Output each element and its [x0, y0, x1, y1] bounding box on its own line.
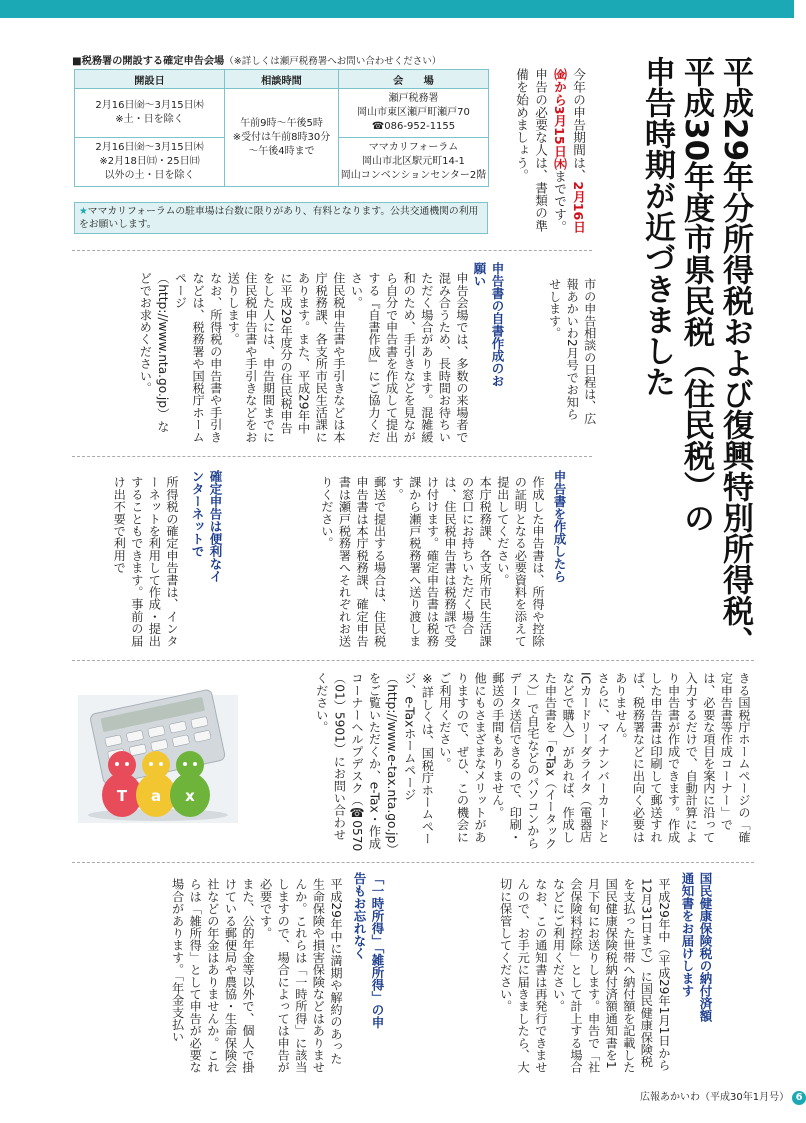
section-divider-3 [72, 660, 754, 661]
top-color-bar [0, 0, 794, 18]
heading-after-prepare: 申告書を作成したら [552, 470, 567, 583]
venue2-cell: ママカリフォーラム 岡山市北区駅元町14-1 岡山コンベンションセンター2階 [339, 138, 489, 187]
after-prepare-text: 作成した申告書は、所得や控除の証明となる必要資料を添えて提出してください。 本庁税務課、各支所市民生活課の窓口にお持ちいただく場合は、住民税申告書は税務課で受け付けます。確定申告書は税務課から瀬戸税務署へ送り渡します。 郵送で提出する場合は、住民税申告書は本庁税務課、確定申告書は瀬戸税務署へそれぞれお送りください。 [319, 476, 545, 647]
page-footer [640, 1088, 806, 1105]
health-insurance-text: 平成29年中（平成29年1月1日から12月31日まで）に国民健康保険税を支払った世帯へ納付額を記載した国民健康保険税納付済額通知書を1月下旬にお送りします。申告で「社会保険料控除」として計上する場合などにご利用ください。 なお、この通知書は再発行できませんので、お手元に届きましたら、大切に保管してください。 [498, 878, 671, 1074]
page-number: 6 [792, 1091, 806, 1105]
venue1-cell: 瀬戸税務署 岡山市東区瀬戸町瀬戸70 ☎086-952-1155 [339, 89, 489, 138]
internet-text: 所得税の確定申告書は、インターネットを利用して作成・提出することもできます。事前の届け出不要で利用で [112, 476, 179, 647]
section-divider-1 [72, 250, 592, 251]
figure-letter-x: x [185, 787, 195, 805]
etax-text: きる国税庁ホームページの「確定申告書等作成コーナー」では、必要な項目を案内に沿って入力するだけで、自動計算により申告書が作成できます。作成した申告書は印刷して郵送すれば、税務署などに出向く必要はありません。 さらに、マイナンバーカードとICカードリーダライタ（電器店などで購入）があれば、作成した申告書を「e-Tax（イータックス）」で自宅などのパソコンからデータ送信できるので、印刷・郵送の手間もありません。 他にもさまざまなメリットがありますので、ぜひ、この機会にご利用ください。 ※詳しくは、国税庁ホームページ、e-Taxホームページ（http://www.e-tax.nta.go.jp）をご覧いただくか、e-Tax・作成コーナーヘルプデスク（☎0570（01）5901）にお問い合わせください。 [314, 672, 751, 852]
self-prepare-text: 申告会場では、多数の来場者で混み合うため、長時間お待ちいただく場合があります。混雑緩和のため、手引きなどを見ながら自分で申告書を作成して提出する『自書作成』にご協力ください。 住民税申告書や手引きなどは本庁税務課、各支所市民生活課にあります。また、平成29年中に平成29年度分の住民税申告をした人には、申告期間までに住民税申告書や手引きなどをお送りします。 なお、所得税の申告書や手引きなどは、税務署や国税庁ホームページ（http://www.nta.go.jp）などでお求めください。 [138, 272, 469, 443]
lead-paragraph: 今年の申告期間は、2月16日㈮から3月15日㈭までです。申告の必要な人は、書類の準備を始めましょう。 [514, 68, 586, 233]
figure-letter-a: a [150, 787, 162, 805]
section-divider-4 [72, 862, 754, 863]
calculator-and-figures-icon [78, 695, 238, 823]
schedule-table [74, 69, 489, 187]
period-start-date: 2月16 [571, 181, 586, 221]
star-icon: ★ [79, 206, 88, 217]
period-end-date: 日㈮から3月15日㈭ [552, 68, 586, 233]
heading-internet: 確定申告は便利なインターネットで [190, 470, 223, 583]
tax-office-schedule-box [72, 52, 490, 230]
parking-note: ★ママカリフォーラムの駐車場は台数に限りがあり、有料となります。公共交通機関の利用をお願いします。 [74, 202, 488, 234]
consult-time-cell: 午前9時～午後5時 ※受付は午前8時30分 ～午後4時まで [225, 89, 339, 187]
tax-figures-illustration [78, 695, 238, 823]
row1-date-cell: 2月16日㈮～3月15日㈭ ※土・日を除く [75, 89, 225, 138]
misc-income-text: 平成29年中に満期や解約のあった生命保険や損害保険などはありませんか。これらは「一時所得」に該当しますので、場合によっては申告が必要です。 また、公的年金等以外で、個人で掛けている郵便局や農協・生命保険会社などの年金はありませんか。これらは「雑所得」として申告が必要な場合があります。「年金支払い [170, 878, 343, 1074]
heading-self-prepare: 申告書の自書作成のお願い [472, 262, 505, 387]
header-venue: 会 場 [339, 70, 489, 89]
title-line-1: 平成29年分所得税および復興特別所得税、 [717, 56, 753, 658]
title-line-2: 平成30年度市県民税（住民税）の [678, 56, 714, 534]
row2-date-cell: 2月16日㈮～3月15日㈭ ※2月18日㈰・25日㈰ 以外の土・日を除く [75, 138, 225, 187]
title-line-3: 申告時期が近づきました [639, 56, 675, 397]
footer-publication: 広報あかいわ（平成30年1月号） [640, 1092, 790, 1103]
header-consult-time: 相談時間 [225, 70, 339, 89]
header-open-date: 開設日 [75, 70, 225, 89]
consult-schedule-text: 市の申告相談の日程は、広報あかいわ2月号でお知らせします。 [547, 278, 597, 425]
schedule-caption: ■税務署の開設する確定申告会場（※詳しくは瀬戸税務署へお問い合わせください） [72, 56, 442, 67]
figure-letter-t: T [116, 787, 128, 805]
section-divider-2 [72, 456, 592, 457]
heading-misc-income: 「一時所得」「雑所得」の申告もお忘れなく [352, 872, 385, 1029]
heading-health-insurance: 国民健康保険税の納付済額通知書をお届けします [680, 872, 713, 1022]
page-title [637, 56, 754, 696]
